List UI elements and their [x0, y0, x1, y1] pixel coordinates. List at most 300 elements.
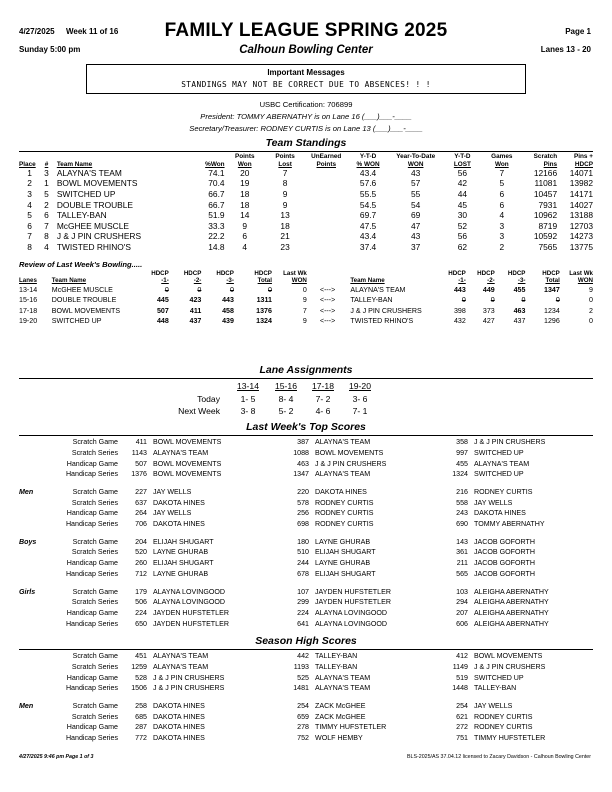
score-group-spacer	[19, 569, 41, 580]
col-ytd-won-top: Year-To-Date	[396, 153, 436, 160]
score-group-gap	[19, 530, 593, 537]
report-date: 4/27/2025	[19, 27, 55, 36]
score-group-spacer	[19, 662, 41, 673]
score-value: 143	[456, 537, 468, 546]
score-row	[19, 448, 593, 459]
lane-pair-header	[228, 381, 268, 394]
hdcp-pins: 13982	[569, 178, 593, 189]
score-name: JAY WELLS	[474, 498, 513, 507]
team-number: 8	[44, 231, 49, 242]
score-row	[19, 711, 593, 722]
score-row	[19, 487, 593, 498]
score-category: Handicap Game	[66, 509, 118, 518]
standings-row	[19, 232, 593, 243]
score-value: 294	[456, 598, 468, 607]
lane-matchup: 3- 8	[240, 406, 256, 417]
team-name: TWISTED RHINO'S	[56, 242, 131, 252]
ytd-won: 43	[411, 231, 421, 242]
score-value: 525	[297, 673, 309, 682]
points-lost: 7	[282, 167, 288, 178]
col-points-won: Won	[237, 160, 252, 168]
score-row	[19, 722, 593, 733]
score-value: 1506	[131, 684, 147, 693]
score-name: LAYNE GHURAB	[315, 537, 371, 546]
score-name: RODNEY CURTIS	[315, 520, 374, 529]
score-category: Handicap Game	[66, 459, 118, 468]
team-name: DOUBLE TROUBLE	[56, 199, 133, 210]
review-row	[19, 285, 593, 295]
review-col-g3-2: -3-	[517, 277, 526, 285]
ytd-pct: 69.7	[359, 210, 377, 221]
lane-pair-label: 17-18	[312, 381, 334, 392]
team-b-name: TALLEY-BAN	[350, 296, 393, 305]
lanes-heading-rule	[19, 364, 593, 379]
score-name: ALAYNA LOVINGOOD	[315, 608, 388, 617]
team-b-game-2: 373	[482, 306, 495, 315]
score-value: 678	[297, 569, 309, 578]
score-value: 997	[456, 448, 468, 457]
score-name: BOWL MOVEMENTS	[315, 448, 384, 457]
ytd-pct: 37.4	[359, 242, 377, 252]
team-name: McGHEE MUSCLE	[56, 220, 129, 231]
games-won: 5	[499, 178, 505, 189]
col-place: Place	[19, 160, 36, 168]
score-value: 254	[456, 702, 468, 711]
hdcp-pins: 12703	[569, 220, 593, 231]
score-name: BOWL MOVEMENTS	[474, 652, 543, 661]
score-name: J & J PIN CRUSHERS	[153, 673, 225, 682]
review-col-g1: -1-	[161, 277, 169, 285]
place: 4	[27, 199, 32, 210]
team-b-game-2: 449	[482, 285, 495, 294]
points-lost: 18	[280, 220, 290, 231]
score-name: BOWL MOVEMENTS	[153, 438, 222, 447]
score-value: 690	[456, 520, 468, 529]
president-line: President: TOMMY ABERNATHY is on Lane 16 (___)___-____	[200, 112, 412, 121]
col-scratch-top: Scratch	[533, 153, 558, 160]
review-col-total: Total	[257, 277, 272, 285]
score-row	[19, 608, 593, 619]
scratch-pins: 7931	[538, 199, 558, 210]
gap-cell	[19, 579, 593, 586]
score-value: 1481	[293, 684, 309, 693]
team-a-won: 9	[302, 317, 307, 326]
col-points-won-top: Points	[234, 153, 255, 160]
review-col-g2: -2-	[193, 277, 202, 285]
lane-pair-label: 19-20	[349, 381, 371, 392]
hdcp-pins: 14027	[569, 199, 593, 210]
secretary-line: Secretary/Treasurer: RODNEY CURTIS is on Lane 13 (___)___-____	[189, 124, 423, 133]
score-name: ALAYNA'S TEAM	[153, 652, 209, 661]
scratch-pins: 11081	[534, 178, 558, 189]
score-value: 650	[135, 619, 147, 628]
ytd-pct: 57.6	[359, 178, 377, 189]
scratch-pins: 10592	[533, 231, 558, 242]
team-a-name: DOUBLE TROUBLE	[51, 296, 117, 305]
ytd-lost: 45	[457, 199, 468, 210]
team-b-game-1: 443	[453, 285, 466, 294]
lane-pair-header	[342, 381, 378, 394]
score-name: ALAYNA'S TEAM	[153, 448, 209, 457]
score-name: J & J PIN CRUSHERS	[474, 662, 546, 671]
review-col-g2-2: -2-	[487, 277, 495, 285]
lane-matchup: 3- 6	[352, 393, 368, 404]
top-scores-heading: Last Week's Top Scores	[246, 421, 366, 433]
score-name: RODNEY CURTIS	[474, 723, 533, 732]
score-name: ALEIGHA ABERNATHY	[474, 619, 549, 628]
season-high-heading: Season High Scores	[255, 635, 357, 647]
lane-matchup: 1- 5	[240, 393, 256, 404]
score-value: 641	[297, 619, 309, 628]
team-a-total: 1311	[256, 296, 272, 305]
place: 3	[27, 189, 32, 200]
col-hdcp-top: Pins +	[573, 153, 593, 160]
review-col-g1-2: -1-	[458, 277, 466, 285]
score-name: ALAYNA'S TEAM	[153, 662, 209, 671]
score-value: 220	[297, 488, 309, 497]
lane-pair-header	[304, 381, 342, 394]
score-category: Handicap Series	[65, 520, 118, 529]
team-a-game-1: 445	[156, 296, 169, 305]
team-number: 3	[44, 167, 49, 178]
points-lost: 8	[282, 178, 288, 189]
games-won: 3	[499, 220, 505, 231]
score-value: 107	[297, 587, 309, 596]
review-col-won-2: WON	[577, 277, 593, 285]
score-value: 264	[135, 509, 147, 518]
ytd-pct: 43.4	[359, 167, 377, 178]
score-value: 621	[456, 712, 468, 721]
team-a-total: 1324	[256, 317, 272, 326]
score-name: JAY WELLS	[153, 509, 192, 518]
col-ytd-pct-top: Y-T-D	[359, 153, 377, 160]
pct-won: 66.7	[208, 199, 225, 210]
score-name: JAYDEN HUFSTETLER	[315, 587, 391, 596]
score-name: J & J PIN CRUSHERS	[474, 438, 546, 447]
score-name: SWITCHED UP	[474, 673, 524, 682]
score-value: 358	[456, 438, 468, 447]
lane-pair-header	[268, 381, 304, 394]
standings-row	[19, 211, 593, 222]
ytd-lost: 44	[457, 189, 468, 200]
team-a-game-2: 0	[197, 285, 202, 294]
score-value: 243	[456, 509, 468, 518]
score-name: DAKOTA HINES	[153, 712, 205, 721]
team-a-game-3: 0	[229, 285, 234, 294]
standings-heading-rule	[19, 137, 593, 152]
team-a-name: McGHEE MUSCLE	[51, 285, 113, 294]
scratch-pins: 10457	[533, 189, 558, 200]
lane-pair: 15-16	[19, 296, 38, 305]
score-group-spacer	[19, 672, 41, 683]
score-group-spacer	[19, 469, 41, 480]
ytd-lost: 30	[457, 210, 468, 221]
points-lost: 13	[280, 210, 290, 221]
review-row	[19, 295, 593, 305]
team-b-won: 0	[589, 296, 593, 305]
score-group-spacer	[19, 497, 41, 508]
score-value: 361	[456, 548, 468, 557]
score-name: ELIJAH SHUGART	[153, 537, 214, 546]
score-value: 224	[297, 608, 309, 617]
team-b-total: 1234	[544, 306, 560, 315]
score-value: 1347	[293, 470, 309, 479]
score-category: Scratch Game	[72, 537, 118, 546]
ytd-lost: 56	[457, 231, 468, 242]
team-b-game-3: 437	[513, 317, 526, 326]
gap-cell	[19, 694, 593, 701]
ytd-won: 47	[411, 220, 421, 231]
review-row	[19, 306, 593, 316]
score-value: 451	[135, 652, 147, 661]
ytd-won: 57	[411, 178, 421, 189]
ytd-pct: 54.5	[359, 199, 377, 210]
team-number: 1	[44, 178, 49, 189]
score-name: LAYNE GHURAB	[153, 548, 209, 557]
team-name: SWITCHED UP	[56, 189, 116, 200]
team-name: BOWL MOVEMENTS	[56, 178, 138, 189]
score-group-spacer	[19, 711, 41, 722]
gap-cell	[19, 530, 593, 537]
lanes-heading: Lane Assignments	[259, 364, 353, 376]
pct-won: 22.2	[208, 231, 225, 242]
score-row	[19, 597, 593, 608]
score-value: 685	[135, 712, 147, 721]
score-value: 299	[297, 598, 309, 607]
score-row	[19, 519, 593, 530]
score-row	[19, 586, 593, 597]
score-value: 507	[135, 459, 147, 468]
score-value: 260	[135, 559, 147, 568]
team-b-total: 0	[555, 296, 560, 305]
standings-table	[19, 153, 593, 253]
score-name: ALEIGHA ABERNATHY	[474, 587, 549, 596]
score-row	[19, 458, 593, 469]
score-value: 506	[135, 598, 147, 607]
games-won: 6	[499, 189, 505, 200]
team-a-game-1: 507	[156, 306, 169, 315]
score-name: ALAYNA'S TEAM	[474, 459, 530, 468]
score-category: Scratch Game	[72, 587, 118, 596]
points-lost: 9	[282, 199, 288, 210]
col-number: #	[44, 160, 49, 168]
score-value: 772	[135, 734, 147, 743]
score-value: 179	[135, 587, 147, 596]
score-group-spacer	[19, 597, 41, 608]
scratch-pins: 10962	[533, 210, 558, 221]
review-col-g2-2-top: HDCP	[477, 270, 495, 277]
score-value: 698	[297, 520, 309, 529]
score-group-spacer	[19, 618, 41, 629]
review-col-total-2: Total	[545, 277, 560, 285]
score-value: 637	[135, 498, 147, 507]
hdcp-pins: 13188	[569, 210, 593, 221]
col-unearned-top: UnEarned	[311, 153, 342, 160]
score-group-spacer	[19, 608, 41, 619]
scratch-pins: 8719	[538, 220, 558, 231]
score-value: 751	[456, 734, 468, 743]
score-name: DAKOTA HINES	[153, 520, 205, 529]
lane-pair: 17-18	[19, 306, 38, 315]
score-value: 712	[135, 569, 147, 578]
page-number: Page 1	[565, 27, 591, 36]
score-name: ALAYNA LOVINGOOD	[153, 598, 226, 607]
unearned-points	[305, 200, 347, 211]
ytd-won: 37	[411, 242, 421, 252]
team-a-total: 1376	[256, 306, 272, 315]
team-a-game-2: 411	[189, 306, 202, 315]
ytd-won: 55	[411, 189, 421, 200]
ytd-won: 69	[411, 210, 421, 221]
score-name: ELIJAH SHUGART	[315, 548, 376, 557]
place: 5	[27, 210, 32, 221]
review-col-won-2-top: Last Wk	[569, 270, 593, 277]
col-points-lost-top: Points	[275, 153, 295, 160]
score-group-spacer	[19, 722, 41, 733]
score-name: SWITCHED UP	[474, 470, 524, 479]
versus-marker: <--->	[319, 317, 336, 326]
score-name: RODNEY CURTIS	[474, 488, 533, 497]
col-points-lost: Lost	[278, 160, 292, 168]
standings-row	[19, 243, 593, 254]
score-name: BOWL MOVEMENTS	[153, 459, 222, 468]
score-value: 510	[297, 548, 309, 557]
score-value: 180	[297, 537, 309, 546]
score-value: 412	[456, 652, 468, 661]
place: 7	[27, 231, 32, 242]
score-name: ALAYNA'S TEAM	[315, 470, 371, 479]
footer-timestamp: 4/27/2025 9:46 pm Page 1 of 3	[19, 754, 94, 760]
team-b-game-3: 0	[521, 296, 526, 305]
lane-row-label: Next Week	[178, 406, 220, 417]
score-row	[19, 651, 593, 662]
unearned-points	[305, 211, 347, 222]
score-name: ALAYNA'S TEAM	[315, 438, 371, 447]
gap-cell	[19, 480, 593, 487]
score-value: 519	[456, 673, 468, 682]
score-row	[19, 437, 593, 448]
unearned-points	[305, 190, 347, 201]
score-value: 442	[297, 652, 309, 661]
score-group-spacer	[19, 458, 41, 469]
score-category: Handicap Series	[65, 684, 118, 693]
score-group-spacer	[19, 558, 41, 569]
standings-heading: Team Standings	[265, 137, 347, 149]
lane-matchup: 8- 4	[278, 393, 294, 404]
score-name: DAKOTA HINES	[474, 509, 526, 518]
score-name: ELIJAH SHUGART	[315, 569, 376, 578]
ytd-won: 43	[411, 167, 421, 178]
points-lost: 23	[280, 242, 290, 252]
lane-matchup: 5- 2	[278, 406, 294, 417]
place: 2	[27, 178, 32, 189]
review-col-won: WON	[291, 277, 307, 285]
team-b-game-2: 427	[482, 317, 495, 326]
ytd-pct: 47.5	[359, 220, 377, 231]
league-title: FAMILY LEAGUE SPRING 2025	[164, 20, 448, 41]
lane-pair: 19-20	[19, 317, 38, 326]
versus-marker: <--->	[319, 285, 336, 294]
score-category: Scratch Game	[72, 652, 118, 661]
games-won: 4	[499, 210, 505, 221]
points-lost: 9	[282, 189, 288, 200]
pct-won: 74.1	[208, 167, 225, 178]
score-category: Scratch Game	[72, 438, 118, 447]
col-ytd-won: WON	[407, 160, 424, 168]
team-a-name: SWITCHED UP	[51, 317, 102, 326]
col-scratch: Pins	[543, 160, 558, 168]
games-won: 2	[499, 242, 505, 252]
team-b-name: TWISTED RHINO'S	[350, 317, 414, 326]
team-a-game-3: 458	[222, 306, 234, 315]
col-ytd-lost-top: Y-T-D	[454, 153, 471, 160]
games-won: 3	[499, 231, 505, 242]
lane-matchup: 4- 6	[315, 406, 331, 417]
top-scores-heading-rule	[19, 421, 593, 436]
score-group-spacer	[19, 547, 41, 558]
score-value: 411	[135, 438, 147, 447]
score-value: 258	[135, 702, 147, 711]
review-col-g3-2-top: HDCP	[507, 270, 526, 277]
review-col-g1-top: HDCP	[151, 270, 169, 277]
review-col-g3: -3-	[226, 277, 234, 285]
score-name: TALLEY-BAN	[315, 652, 358, 661]
score-row	[19, 662, 593, 673]
score-name: J & J PIN CRUSHERS	[315, 459, 387, 468]
score-row	[19, 569, 593, 580]
score-name: JAYDEN HUFSTETLER	[153, 608, 229, 617]
score-value: 256	[297, 509, 309, 518]
score-name: TIMMY HUFSTETLER	[315, 723, 387, 732]
score-name: J & J PIN CRUSHERS	[153, 684, 225, 693]
score-name: RODNEY CURTIS	[315, 498, 374, 507]
score-row	[19, 672, 593, 683]
footer-license: BLS-2025/AS 37.04.12 licensed to Zacary Davidson - Calhoun Bowling Center	[406, 754, 591, 760]
team-b-game-3: 463	[513, 306, 526, 315]
score-value: 455	[456, 459, 468, 468]
review-col-team-2: Team Name	[350, 277, 385, 285]
score-name: ALAYNA'S TEAM	[315, 673, 371, 682]
team-a-game-3: 439	[222, 317, 234, 326]
score-name: RODNEY CURTIS	[474, 712, 533, 721]
standings-row	[19, 221, 593, 232]
score-value: 706	[135, 520, 147, 529]
hdcp-pins: 14171	[569, 189, 593, 200]
score-group-label: Men	[19, 702, 34, 711]
score-category: Handicap Series	[65, 734, 118, 743]
lanes-range: Lanes 13 - 20	[540, 45, 591, 54]
score-name: RODNEY CURTIS	[315, 509, 374, 518]
score-value: 254	[297, 702, 309, 711]
score-group-spacer	[19, 437, 41, 448]
score-name: ALAYNA LOVINGOOD	[315, 619, 388, 628]
pct-won: 66.7	[208, 189, 225, 200]
standings-header-row	[19, 153, 593, 168]
points-won: 18	[240, 189, 250, 200]
points-won: 4	[242, 242, 248, 252]
lane-assignment-row	[170, 394, 378, 407]
day-time: Sunday 5:00 pm	[19, 45, 81, 54]
lane-row-label: Today	[197, 393, 220, 404]
ytd-lost: 42	[457, 178, 468, 189]
score-group-spacer	[19, 508, 41, 519]
score-category: Handicap Series	[65, 619, 118, 628]
score-row	[19, 469, 593, 480]
team-a-game-3: 443	[222, 296, 234, 305]
score-name: TOMMY ABERNATHY	[474, 520, 545, 529]
team-number: 6	[44, 210, 49, 221]
score-value: 207	[456, 608, 468, 617]
